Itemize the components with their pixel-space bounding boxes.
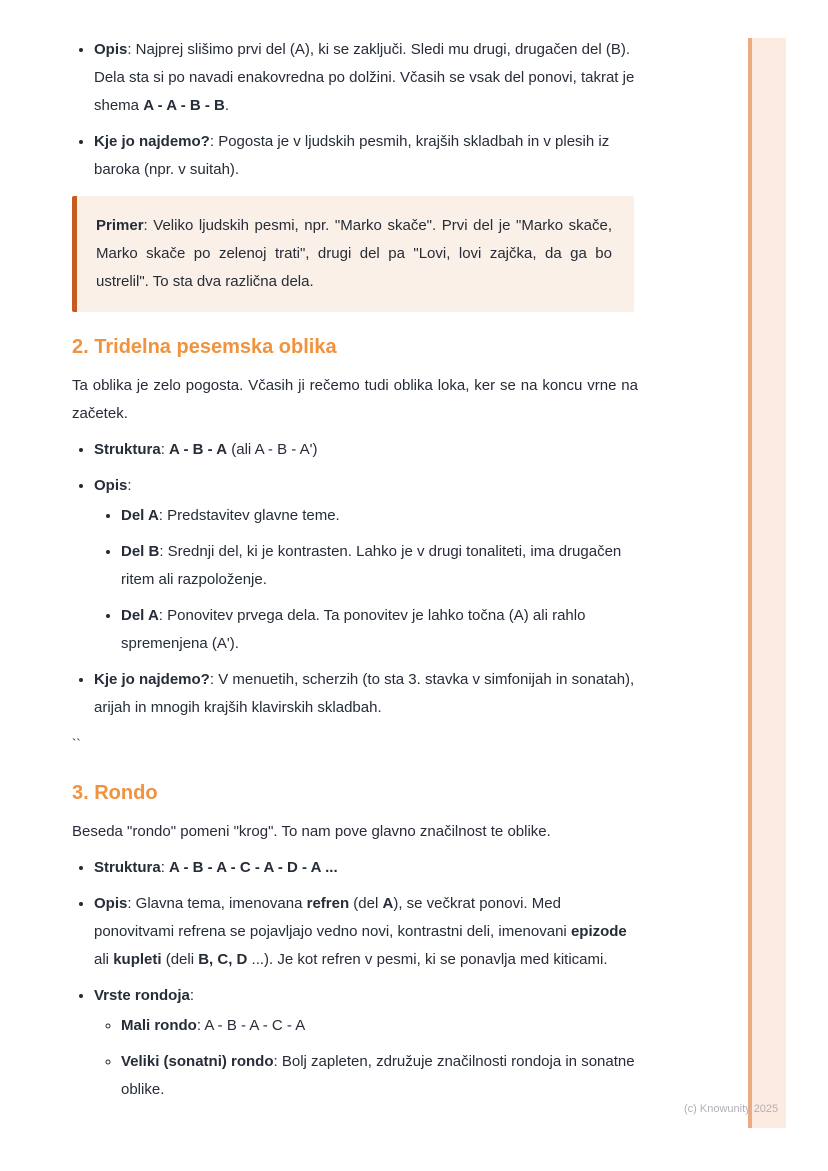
example-text: Primer: Veliko ljudskih pesmi, npr. "Marko skače". Prvi del je "Marko skače, Marko skače po zelenoj trati", drugi del pa "Lovi, lovi zajčka, da ga bo ustrelil". To sta dva različna dela.	[96, 217, 612, 290]
footer-credit: (c) Knowunity 2025	[684, 1103, 779, 1115]
section-3-vrste-sublist	[94, 1012, 638, 1104]
list-item	[94, 982, 638, 1104]
section-2-list	[72, 436, 638, 722]
list-item: • Kje jo najdemo?: Pogosta je v ljudskih pesmih, krajših skladbah in v plesih iz baroka (npr. v suitah).	[94, 128, 638, 184]
section-3-intro: Beseda "rondo" pomeni "krog". To nam pove glavno značilnost te oblike.	[72, 823, 551, 840]
list-item: • Kje jo najdemo?: V menuetih, scherzih (to sta 3. stavka v simfonijah in sonatah), arijah in mnogih krajših klavirskih skladbah.	[94, 666, 638, 722]
section-2-intro: Ta oblika je zelo pogosta. Včasih ji rečemo tudi oblika loka, ker se na koncu vrne na začetek.	[72, 377, 638, 422]
intro-list	[72, 36, 638, 184]
list-item: • Struktura: A - B - A (ali A - B - A')	[94, 436, 638, 464]
document-content	[72, 36, 638, 1112]
section-3-heading: 3. Rondo	[72, 782, 158, 804]
list-item-text: Vrste rondoja:	[94, 987, 195, 1004]
list-item: • Del A: Predstavitev glavne teme.	[121, 502, 638, 530]
section-3-list	[72, 854, 638, 1104]
list-item: • Struktura: A - B - A - C - A - D - A ...	[94, 854, 638, 882]
list-item: • Del A: Ponovitev prvega dela. Ta ponovitev je lahko točna (A) ali rahlo spremenjena (A').	[121, 602, 638, 658]
list-item: • Opis: Glavna tema, imenovana refren (del A), se večkrat ponovi. Med ponovitvami refrena se pojavljajo vedno novi, kontrastni deli, imenovani epizode ali kupleti (deli B, C, D ...). Je kot refren v pesmi, ki se ponavlja med kiticami.	[94, 890, 638, 974]
list-item: ◦ Mali rondo: A - B - A - C - A	[121, 1012, 638, 1040]
list-item: • Opis: Najprej slišimo prvi del (A), ki se zaključi. Sledi mu drugi, drugačen del (B). Dela sta si po navadi enakovredna po dolžini. Včasih se vsak del ponovi, takrat je shema A - A - B - B.	[94, 36, 638, 120]
page-edge-stripe	[748, 38, 786, 1128]
list-item-text: Opis:	[94, 477, 132, 494]
list-item: ◦ Veliki (sonatni) rondo: Bolj zapleten, združuje značilnosti rondoja in sonatne oblike.	[121, 1048, 638, 1104]
section-2-heading: 2. Tridelna pesemska oblika	[72, 336, 337, 358]
example-box	[72, 196, 634, 312]
stray-backticks: ``	[72, 736, 81, 751]
list-item	[94, 472, 638, 658]
list-item: • Del B: Srednji del, ki je kontrasten. Lahko je v drugi tonaliteti, ima drugačen ritem ali razpoloženje.	[121, 538, 638, 594]
section-2-opis-sublist	[94, 502, 638, 658]
